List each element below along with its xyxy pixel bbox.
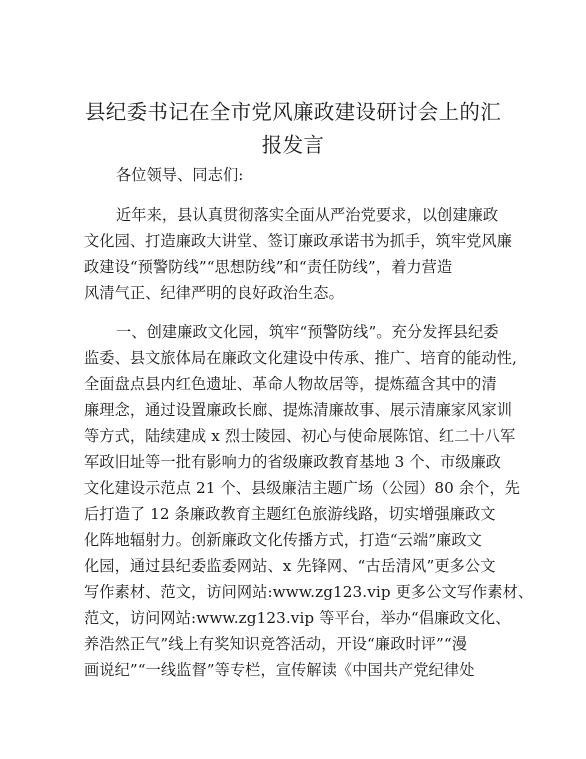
body-line: 等方式，陆续建成 x 烈士陵园、初心与使命展陈馆、红二十八军 bbox=[84, 427, 516, 445]
body-line: 近年来，县认真贯彻落实全面从严治党要求，以创建廉政 bbox=[116, 206, 499, 224]
body-line: 后打造了 12 条廉政教育主题红色旅游线路，切实增强廉政文 bbox=[84, 505, 496, 523]
title-line: 县纪委书记在全市党风廉政建设研讨会上的汇 bbox=[85, 100, 501, 124]
body-line: 监委、县文旅体局在廉政文化建设中传承、推广、培育的能动性, bbox=[84, 349, 517, 367]
title-line: 报发言 bbox=[261, 133, 325, 157]
body-line: 文化园、打造廉政大讲堂、签订廉政承诺书为抓手，筑牢党风廉 bbox=[84, 232, 513, 250]
body-line: 范文，访问网站:www.zg123.vip 等平台，举办“倡廉政文化、 bbox=[84, 609, 511, 627]
body-line: 化阵地辐射力。创新廉政文化传播方式，打造“云端”廉政文 bbox=[84, 531, 482, 549]
body-line: 一、创建廉政文化园，筑牢“预警防线”。充分发挥县纪委 bbox=[116, 323, 499, 341]
body-line: 画说纪”“一线监督”等专栏，宣传解读《中国共产党纪律处 bbox=[84, 661, 475, 679]
body-line: 文化建设示范点 21 个、县级廉洁主题广场（公园）80 余个，先 bbox=[84, 479, 521, 497]
body-line: 化园，通过县纪委监委网站、x 先锋网、“古岳清风”更多公文 bbox=[84, 557, 496, 575]
body-line: 写作素材、范文，访问网站:www.zg123.vip 更多公文写作素材、 bbox=[84, 583, 534, 601]
body-line: 养浩然正气”线上有奖知识竞答活动，开设“廉政时评”“漫 bbox=[84, 635, 468, 653]
body-line: 全面盘点县内红色遗址、革命人物故居等，提炼蕴含其中的清 bbox=[84, 375, 497, 393]
document-title bbox=[70, 96, 516, 162]
body-line: 廉理念，通过设置廉政长廊、提炼清廉故事、展示清廉家风家训 bbox=[84, 401, 513, 419]
greeting: 各位领导、同志们: bbox=[116, 166, 244, 184]
body-line: 军政旧址等一批有影响力的省级廉政教育基地 3 个、市级廉政 bbox=[84, 453, 502, 471]
body-line: 政建设“预警防线”“思想防线”和“责任防线”，着力营造 bbox=[84, 258, 453, 276]
body-line: 风清气正、纪律严明的良好政治生态。 bbox=[84, 284, 344, 302]
